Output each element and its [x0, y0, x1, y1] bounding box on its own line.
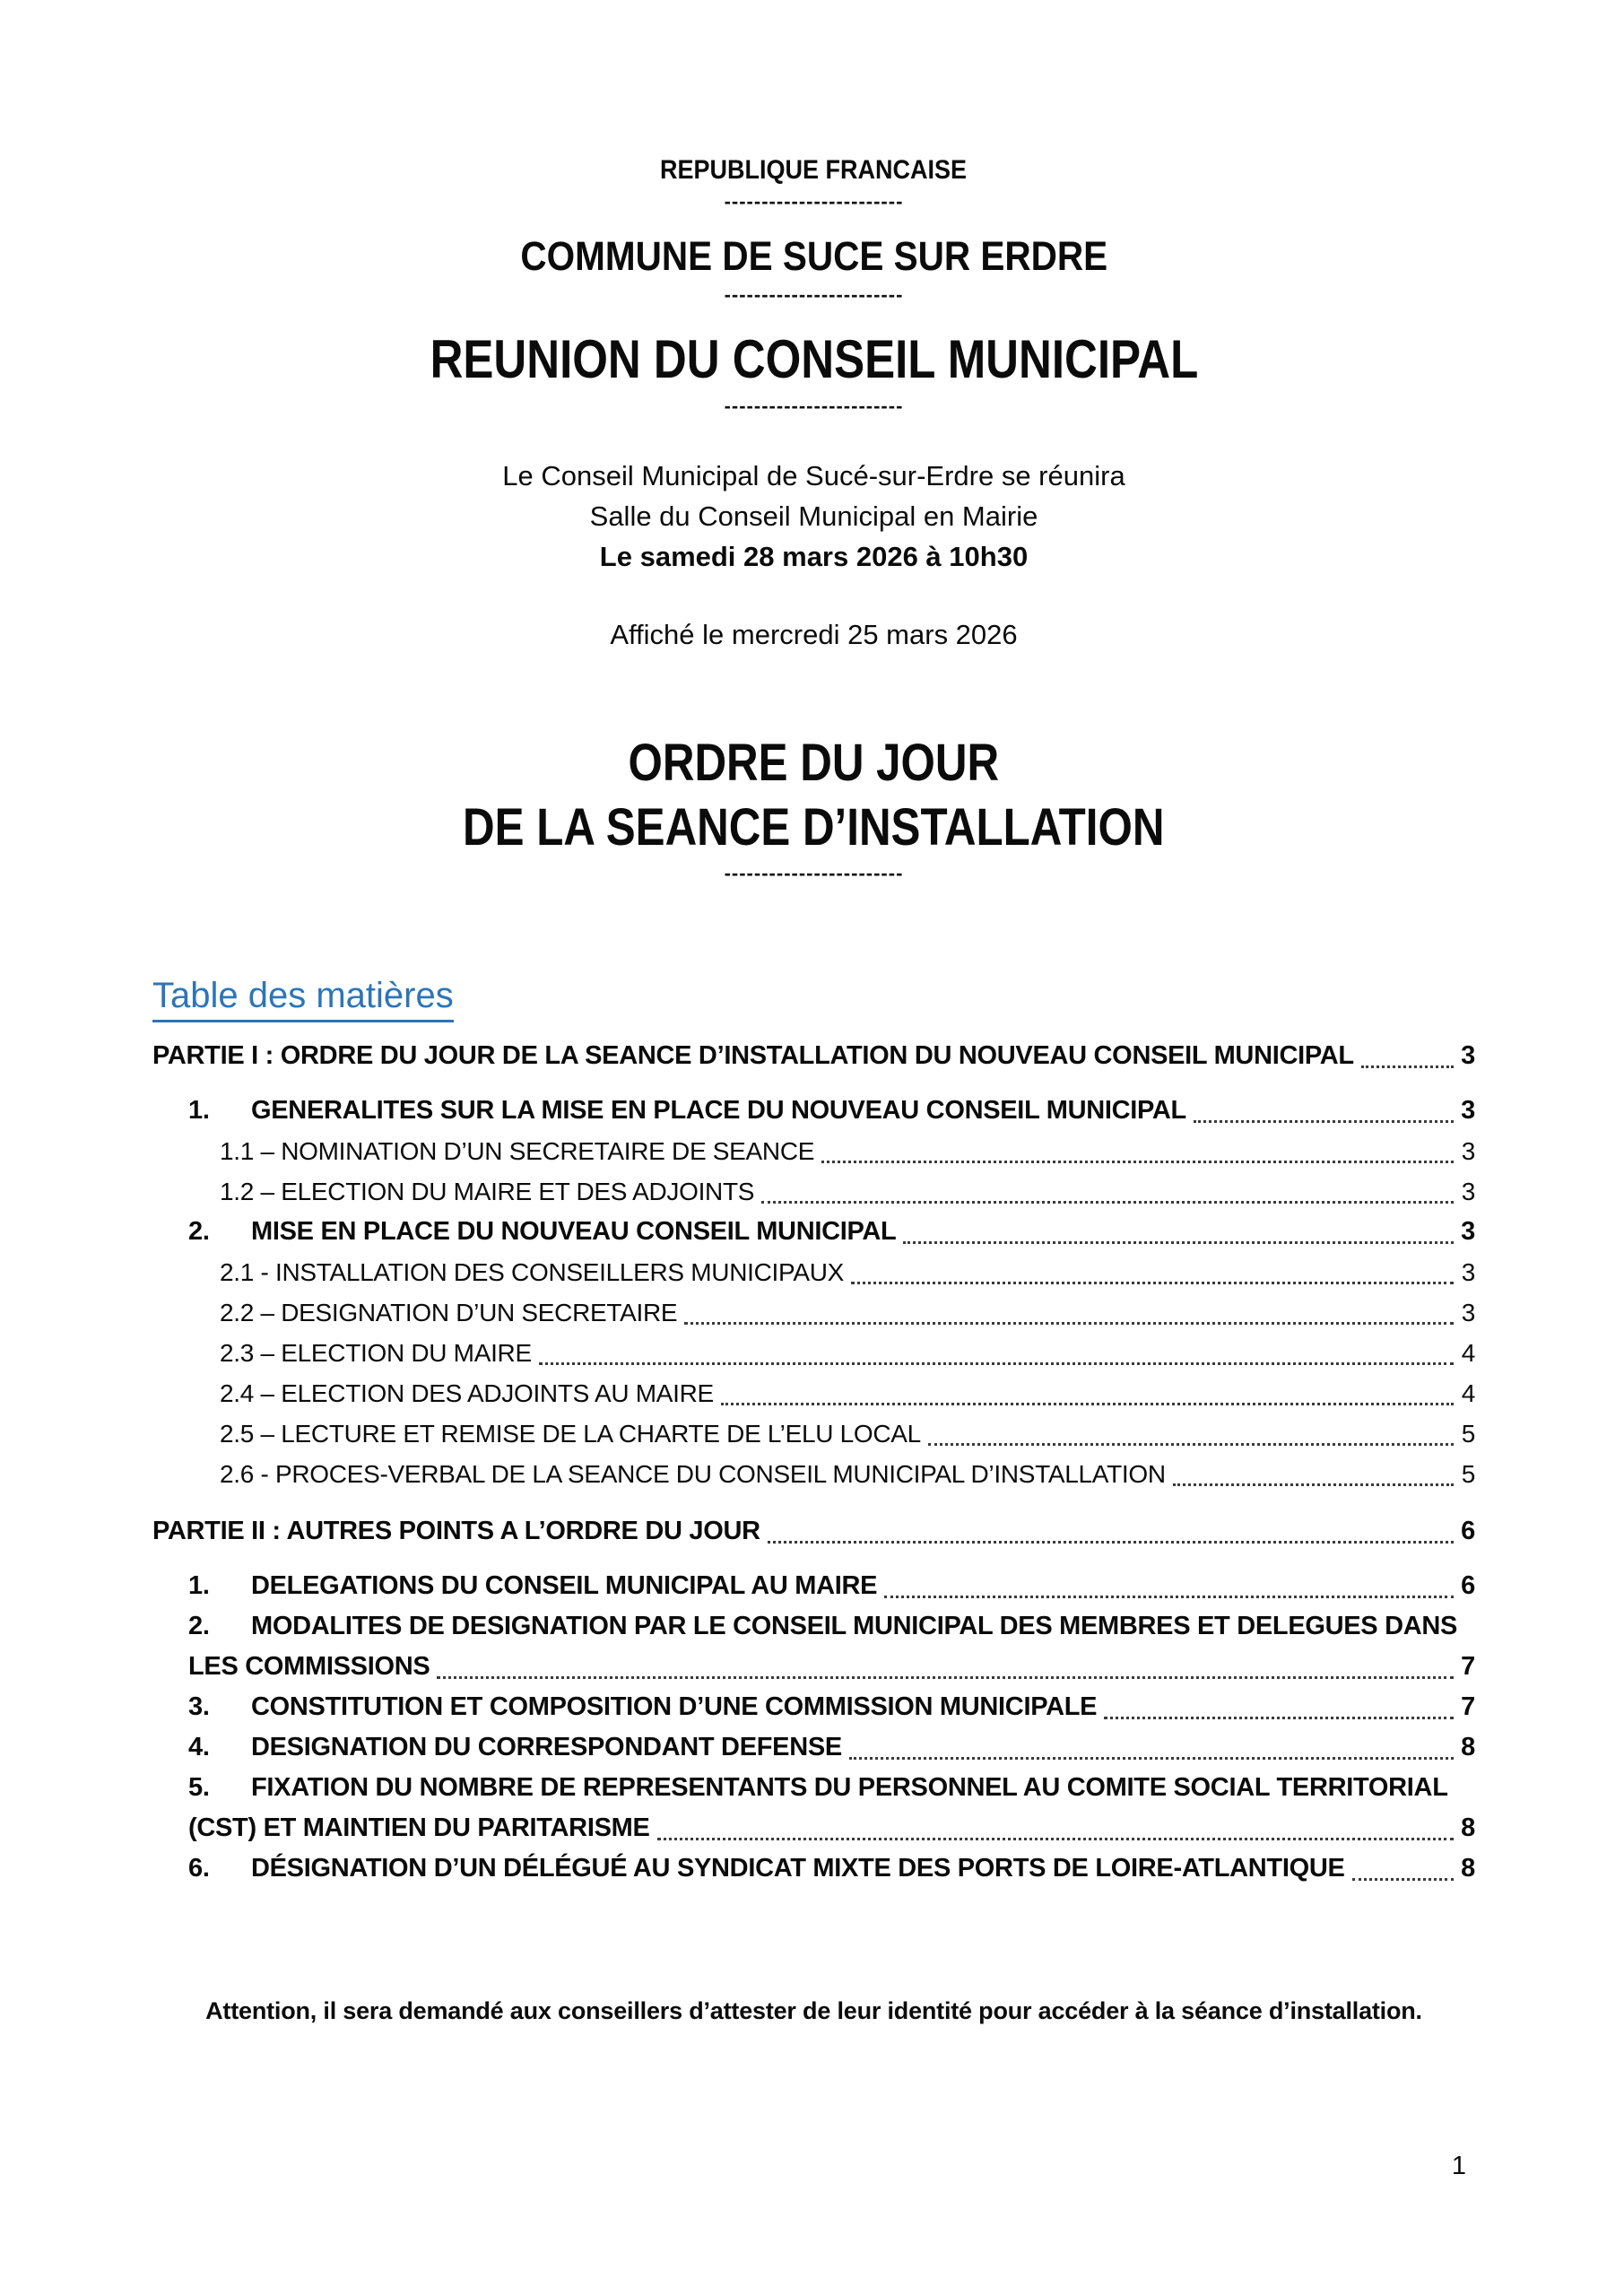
dot-leader [1361, 1065, 1454, 1068]
toc-entry-line1 [188, 1768, 1475, 1808]
republic-heading [152, 152, 1475, 188]
toc-entry-number: 2. [188, 1217, 210, 1246]
dot-leader [1352, 1878, 1454, 1881]
toc-entry-number: 6. [188, 1854, 210, 1883]
toc-entry[interactable] [220, 1413, 1475, 1454]
toc-entry-page: 8 [1461, 1813, 1475, 1842]
dot-leader [657, 1838, 1454, 1840]
toc-entry-label: PARTIE II : AUTRES POINTS A L’ORDRE DU JOUR [152, 1517, 760, 1545]
toc-entry-page: 3 [1461, 1137, 1475, 1165]
footer-warning: Attention, il sera demandé aux conseillers d’attester de leur identité pour accéder à la séance d’installation. [205, 1997, 1422, 2024]
toc-entry[interactable] [188, 1768, 1475, 1848]
dot-leader [768, 1541, 1454, 1544]
toc-entry[interactable] [188, 1848, 1475, 1889]
dot-leader [1194, 1120, 1454, 1123]
divider-dashes: ------------------------ [724, 395, 904, 417]
toc-entry-page: 5 [1461, 1460, 1475, 1488]
toc-entry-page: 3 [1461, 1299, 1475, 1326]
toc-entry-line2 [188, 1647, 1475, 1687]
posted-date: Affiché le mercredi 25 mars 2026 [610, 619, 1018, 650]
toc-entry-label: 2.5 – LECTURE ET REMISE DE LA CHARTE DE L’ELU LOCAL [220, 1420, 921, 1448]
republic-heading-text: REPUBLIQUE FRANCAISE [660, 155, 968, 185]
toc-entry-label: CONSTITUTION ET COMPOSITION D’UNE COMMISSION MUNICIPALE [251, 1692, 1098, 1721]
dot-leader [1104, 1717, 1454, 1719]
toc-entry[interactable] [220, 1333, 1475, 1373]
toc-entry-page: 6 [1461, 1517, 1475, 1545]
dot-leader [539, 1362, 1454, 1365]
toc-entry-page: 7 [1461, 1652, 1475, 1681]
dot-leader [761, 1201, 1454, 1204]
toc-entry-page: 3 [1461, 1217, 1475, 1246]
toc-entry-label: 2.2 – DESIGNATION D’UN SECRETAIRE [220, 1299, 678, 1326]
toc-entry-number: 1. [188, 1571, 210, 1600]
toc-entry-label: 2.1 - INSTALLATION DES CONSEILLERS MUNICIPAUX [220, 1258, 845, 1286]
agenda-title-line2 [152, 796, 1475, 860]
agenda-title [152, 731, 1475, 860]
agenda-title-line1 [152, 731, 1475, 796]
meeting-title-text: REUNION DU CONSEIL MUNICIPAL [430, 329, 1198, 389]
toc-entry[interactable] [188, 1727, 1475, 1768]
toc-entry-page: 8 [1461, 1854, 1475, 1883]
toc-entry-page: 6 [1461, 1571, 1475, 1600]
agenda-title-line1-text: ORDRE DU JOUR [628, 734, 1000, 792]
toc-entry[interactable] [220, 1252, 1475, 1292]
dot-leader [884, 1596, 1454, 1598]
toc-entry-label: 1.2 – ELECTION DU MAIRE ET DES ADJOINTS [220, 1178, 755, 1205]
toc-entry-page: 3 [1461, 1096, 1475, 1125]
toc-entry-page: 3 [1461, 1258, 1475, 1286]
dot-leader [849, 1757, 1454, 1760]
toc-entry[interactable] [220, 1454, 1475, 1494]
toc-entry-line2 [188, 1808, 1475, 1848]
toc-entry-number: 3. [188, 1692, 210, 1721]
toc-entry[interactable] [220, 1171, 1475, 1212]
dot-leader [903, 1241, 1454, 1244]
toc-entry-line1 [188, 1606, 1475, 1647]
dot-leader [1173, 1483, 1454, 1486]
dot-leader [721, 1403, 1454, 1405]
toc-entry-label: PARTIE I : ORDRE DU JOUR DE LA SEANCE D’INSTALLATION DU NOUVEAU CONSEIL MUNICIPAL [152, 1041, 1354, 1070]
toc-entry-number: 4. [188, 1733, 210, 1761]
toc-entry-label: 2.4 – ELECTION DES ADJOINTS AU MAIRE [220, 1379, 714, 1407]
toc-entry-number: 1. [188, 1096, 210, 1125]
meeting-title [152, 326, 1475, 393]
toc-entry[interactable] [152, 1035, 1475, 1076]
toc-heading-text: Table des matières [152, 976, 454, 1022]
toc-entry[interactable] [188, 1606, 1475, 1687]
dot-leader [437, 1676, 1454, 1679]
notice-line-place: Le Conseil Municipal de Sucé-sur-Erdre se réunira [502, 460, 1125, 491]
toc-entry-label: MISE EN PLACE DU NOUVEAU CONSEIL MUNICIPAL [251, 1217, 897, 1246]
toc-entry-label: FIXATION DU NOMBRE DE REPRESENTANTS DU PERSONNEL AU COMITE SOCIAL TERRITORIAL [251, 1773, 1448, 1802]
meeting-notice [152, 456, 1475, 577]
toc-entry-page: 7 [1461, 1692, 1475, 1721]
toc-entry-label: 2.3 – ELECTION DU MAIRE [220, 1339, 532, 1367]
page-number: 1 [1451, 2152, 1466, 2180]
divider-dashes: ------------------------ [724, 862, 904, 884]
toc-heading [152, 972, 1475, 1019]
commune-heading-text: COMMUNE DE SUCE SUR ERDRE [520, 233, 1107, 279]
toc-entry[interactable] [188, 1091, 1475, 1131]
toc-entry-label: 2.6 - PROCES-VERBAL DE LA SEANCE DU CONSEIL MUNICIPAL D’INSTALLATION [220, 1460, 1166, 1488]
toc-entry-label: MODALITES DE DESIGNATION PAR LE CONSEIL MUNICIPAL DES MEMBRES ET DELEGUES DANS [251, 1612, 1458, 1640]
dot-leader [851, 1282, 1454, 1284]
toc-entry-page: 3 [1461, 1041, 1475, 1070]
toc-entry[interactable] [220, 1292, 1475, 1333]
toc-entry-page: 3 [1461, 1178, 1475, 1205]
table-of-contents [152, 1035, 1475, 1889]
divider-dashes: ------------------------ [724, 190, 904, 213]
toc-entry-number: 5. [188, 1773, 210, 1802]
toc-entry-label: 1.1 – NOMINATION D’UN SECRETAIRE DE SEANCE [220, 1137, 815, 1165]
toc-entry-page: 8 [1461, 1733, 1475, 1761]
toc-entry-page: 4 [1461, 1379, 1475, 1407]
toc-entry[interactable] [220, 1373, 1475, 1413]
toc-entry-page: 4 [1461, 1339, 1475, 1367]
toc-entry-label: GENERALITES SUR LA MISE EN PLACE DU NOUVEAU CONSEIL MUNICIPAL [251, 1096, 1186, 1125]
toc-entry-page: 5 [1461, 1420, 1475, 1448]
toc-entry-label: (CST) ET MAINTIEN DU PARITARISME [188, 1813, 650, 1842]
toc-entry-label: DESIGNATION DU CORRESPONDANT DEFENSE [251, 1733, 842, 1761]
notice-line-datetime: Le samedi 28 mars 2026 à 10h30 [599, 541, 1029, 572]
toc-entry[interactable] [220, 1131, 1475, 1171]
dot-leader [684, 1322, 1454, 1325]
agenda-title-line2-text: DE LA SEANCE D’INSTALLATION [463, 798, 1165, 857]
dot-leader [928, 1443, 1454, 1446]
toc-entry-label: DÉSIGNATION D’UN DÉLÉGUÉ AU SYNDICAT MIXTE DES PORTS DE LOIRE-ATLANTIQUE [251, 1854, 1345, 1883]
toc-entry[interactable] [188, 1212, 1475, 1252]
toc-entry[interactable] [188, 1687, 1475, 1727]
commune-heading [152, 231, 1475, 282]
toc-entry-label: LES COMMISSIONS [188, 1652, 430, 1681]
toc-entry-number: 2. [188, 1612, 210, 1640]
toc-entry-label: DELEGATIONS DU CONSEIL MUNICIPAL AU MAIRE [251, 1571, 878, 1600]
divider-dashes: ------------------------ [724, 283, 904, 306]
toc-entry[interactable] [188, 1566, 1475, 1606]
toc-entry[interactable] [152, 1510, 1475, 1552]
dot-leader [821, 1161, 1454, 1163]
notice-line-room: Salle du Conseil Municipal en Mairie [589, 500, 1038, 532]
